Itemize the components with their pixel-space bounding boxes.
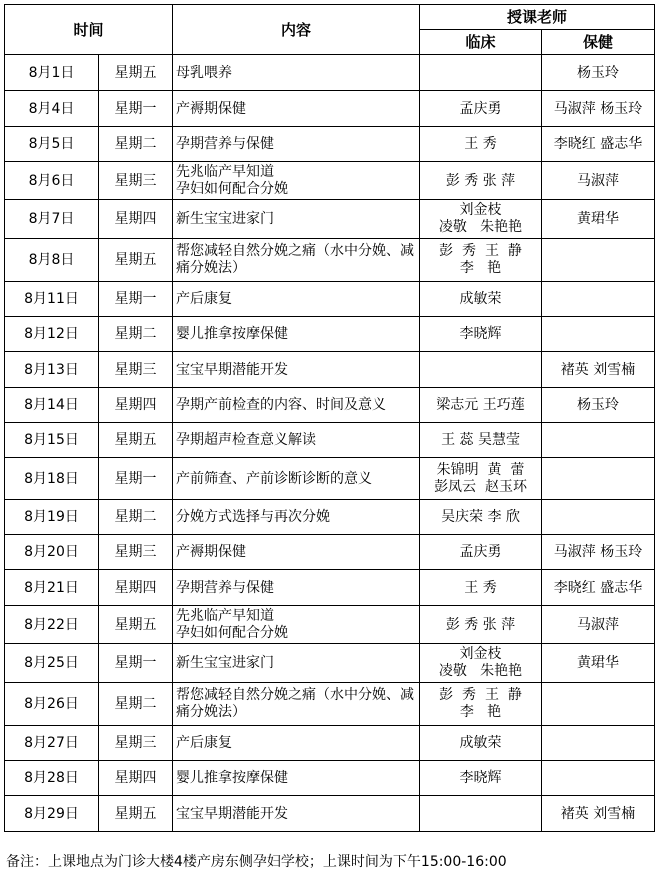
- content-cell: 孕期营养与保健: [173, 570, 420, 606]
- weekday-cell: 星期一: [99, 282, 173, 317]
- date-cell: 8月25日: [5, 644, 99, 683]
- clinical-teacher-cell: 彭 秀 张 萍: [420, 162, 542, 200]
- weekday-cell: 星期二: [99, 127, 173, 162]
- clinical-teacher-cell: [420, 55, 542, 91]
- table-row: [5, 200, 655, 239]
- clinical-teacher-cell: 朱锦明 黄 蕾 彭凤云 赵玉环: [420, 458, 542, 500]
- clinical-teacher-cell: 彭 秀 王 静 李 艳: [420, 683, 542, 726]
- table-row: [5, 683, 655, 726]
- clinical-teacher-cell: 彭 秀 王 静 李 艳: [420, 239, 542, 282]
- table-row: [5, 388, 655, 423]
- weekday-cell: 星期四: [99, 570, 173, 606]
- weekday-cell: 星期三: [99, 535, 173, 570]
- date-cell: 8月28日: [5, 761, 99, 796]
- content-cell: 孕期产前检查的内容、时间及意义: [173, 388, 420, 423]
- date-cell: 8月20日: [5, 535, 99, 570]
- clinical-teacher-cell: 王 秀: [420, 127, 542, 162]
- header-teachers: 授课老师: [420, 5, 655, 30]
- date-cell: 8月11日: [5, 282, 99, 317]
- weekday-cell: 星期四: [99, 761, 173, 796]
- content-cell: 婴儿推拿按摩保健: [173, 761, 420, 796]
- healthcare-teacher-cell: [542, 317, 655, 352]
- date-cell: 8月22日: [5, 606, 99, 644]
- date-cell: 8月19日: [5, 500, 99, 535]
- date-cell: 8月13日: [5, 352, 99, 388]
- header-row: [5, 5, 655, 30]
- content-cell: 先兆临产早知道 孕妇如何配合分娩: [173, 606, 420, 644]
- weekday-cell: 星期三: [99, 352, 173, 388]
- healthcare-teacher-cell: 李晓红 盛志华: [542, 127, 655, 162]
- healthcare-teacher-cell: 黄珺华: [542, 644, 655, 683]
- table-row: [5, 458, 655, 500]
- content-cell: 宝宝早期潜能开发: [173, 352, 420, 388]
- healthcare-teacher-cell: [542, 282, 655, 317]
- table-row: [5, 726, 655, 761]
- table-row: [5, 606, 655, 644]
- table-row: [5, 570, 655, 606]
- weekday-cell: 星期五: [99, 55, 173, 91]
- table-row: [5, 644, 655, 683]
- clinical-teacher-cell: 孟庆勇: [420, 91, 542, 127]
- healthcare-teacher-cell: 马淑萍 杨玉玲: [542, 91, 655, 127]
- weekday-cell: 星期一: [99, 644, 173, 683]
- content-cell: 帮您减轻自然分娩之痛（水中分娩、减痛分娩法）: [173, 683, 420, 726]
- table-row: [5, 162, 655, 200]
- schedule-table: [4, 4, 655, 832]
- content-cell: 新生宝宝进家门: [173, 644, 420, 683]
- content-cell: 产后康复: [173, 726, 420, 761]
- weekday-cell: 星期二: [99, 683, 173, 726]
- content-cell: 产后康复: [173, 282, 420, 317]
- table-row: [5, 239, 655, 282]
- content-cell: 宝宝早期潜能开发: [173, 796, 420, 832]
- header-time: 时间: [5, 5, 173, 55]
- date-cell: 8月8日: [5, 239, 99, 282]
- clinical-teacher-cell: 李晓辉: [420, 761, 542, 796]
- header-content: 内容: [173, 5, 420, 55]
- clinical-teacher-cell: 成敏荣: [420, 282, 542, 317]
- schedule-body: [5, 5, 655, 832]
- weekday-cell: 星期五: [99, 606, 173, 644]
- date-cell: 8月27日: [5, 726, 99, 761]
- content-cell: 母乳喂养: [173, 55, 420, 91]
- healthcare-teacher-cell: [542, 761, 655, 796]
- content-cell: 分娩方式选择与再次分娩: [173, 500, 420, 535]
- healthcare-teacher-cell: 杨玉玲: [542, 55, 655, 91]
- date-cell: 8月15日: [5, 423, 99, 458]
- date-cell: 8月12日: [5, 317, 99, 352]
- table-row: [5, 127, 655, 162]
- weekday-cell: 星期二: [99, 500, 173, 535]
- healthcare-teacher-cell: [542, 726, 655, 761]
- healthcare-teacher-cell: [542, 239, 655, 282]
- healthcare-teacher-cell: 黄珺华: [542, 200, 655, 239]
- table-row: [5, 282, 655, 317]
- table-row: [5, 423, 655, 458]
- healthcare-teacher-cell: [542, 683, 655, 726]
- weekday-cell: 星期五: [99, 239, 173, 282]
- clinical-teacher-cell: 刘金枝 凌敬 朱艳艳: [420, 200, 542, 239]
- table-row: [5, 796, 655, 832]
- table-row: [5, 317, 655, 352]
- clinical-teacher-cell: 孟庆勇: [420, 535, 542, 570]
- content-cell: 孕期营养与保健: [173, 127, 420, 162]
- weekday-cell: 星期二: [99, 317, 173, 352]
- healthcare-teacher-cell: [542, 423, 655, 458]
- healthcare-teacher-cell: 杨玉玲: [542, 388, 655, 423]
- table-row: [5, 761, 655, 796]
- clinical-teacher-cell: 刘金枝 凌敬 朱艳艳: [420, 644, 542, 683]
- healthcare-teacher-cell: 褚英 刘雪楠: [542, 352, 655, 388]
- weekday-cell: 星期一: [99, 458, 173, 500]
- content-cell: 先兆临产早知道 孕妇如何配合分娩: [173, 162, 420, 200]
- weekday-cell: 星期三: [99, 726, 173, 761]
- table-row: [5, 535, 655, 570]
- healthcare-teacher-cell: 李晓红 盛志华: [542, 570, 655, 606]
- table-row: [5, 91, 655, 127]
- table-row: [5, 352, 655, 388]
- header-healthcare: 保健: [542, 30, 655, 55]
- date-cell: 8月18日: [5, 458, 99, 500]
- content-cell: 产褥期保健: [173, 91, 420, 127]
- weekday-cell: 星期五: [99, 423, 173, 458]
- table-row: [5, 500, 655, 535]
- date-cell: 8月26日: [5, 683, 99, 726]
- weekday-cell: 星期五: [99, 796, 173, 832]
- clinical-teacher-cell: [420, 352, 542, 388]
- healthcare-teacher-cell: 褚英 刘雪楠: [542, 796, 655, 832]
- date-cell: 8月5日: [5, 127, 99, 162]
- content-cell: 新生宝宝进家门: [173, 200, 420, 239]
- date-cell: 8月7日: [5, 200, 99, 239]
- clinical-teacher-cell: 李晓辉: [420, 317, 542, 352]
- healthcare-teacher-cell: [542, 458, 655, 500]
- weekday-cell: 星期四: [99, 388, 173, 423]
- date-cell: 8月6日: [5, 162, 99, 200]
- weekday-cell: 星期一: [99, 91, 173, 127]
- clinical-teacher-cell: 王 蕊 吴慧莹: [420, 423, 542, 458]
- footnote: 备注：上课地点为门诊大楼4楼产房东侧孕妇学校；上课时间为下午15:00-16:00: [6, 854, 507, 870]
- healthcare-teacher-cell: 马淑萍: [542, 606, 655, 644]
- content-cell: 孕期超声检查意义解读: [173, 423, 420, 458]
- date-cell: 8月4日: [5, 91, 99, 127]
- header-clinical: 临床: [420, 30, 542, 55]
- weekday-cell: 星期三: [99, 162, 173, 200]
- healthcare-teacher-cell: [542, 500, 655, 535]
- healthcare-teacher-cell: 马淑萍: [542, 162, 655, 200]
- content-cell: 帮您减轻自然分娩之痛（水中分娩、减痛分娩法）: [173, 239, 420, 282]
- date-cell: 8月14日: [5, 388, 99, 423]
- date-cell: 8月1日: [5, 55, 99, 91]
- content-cell: 产前筛查、产前诊断诊断的意义: [173, 458, 420, 500]
- date-cell: 8月29日: [5, 796, 99, 832]
- clinical-teacher-cell: [420, 796, 542, 832]
- weekday-cell: 星期四: [99, 200, 173, 239]
- content-cell: 婴儿推拿按摩保健: [173, 317, 420, 352]
- clinical-teacher-cell: 吴庆荣 李 欣: [420, 500, 542, 535]
- clinical-teacher-cell: 王 秀: [420, 570, 542, 606]
- clinical-teacher-cell: 梁志元 王巧莲: [420, 388, 542, 423]
- healthcare-teacher-cell: 马淑萍 杨玉玲: [542, 535, 655, 570]
- content-cell: 产褥期保健: [173, 535, 420, 570]
- clinical-teacher-cell: 成敏荣: [420, 726, 542, 761]
- date-cell: 8月21日: [5, 570, 99, 606]
- clinical-teacher-cell: 彭 秀 张 萍: [420, 606, 542, 644]
- table-row: [5, 55, 655, 91]
